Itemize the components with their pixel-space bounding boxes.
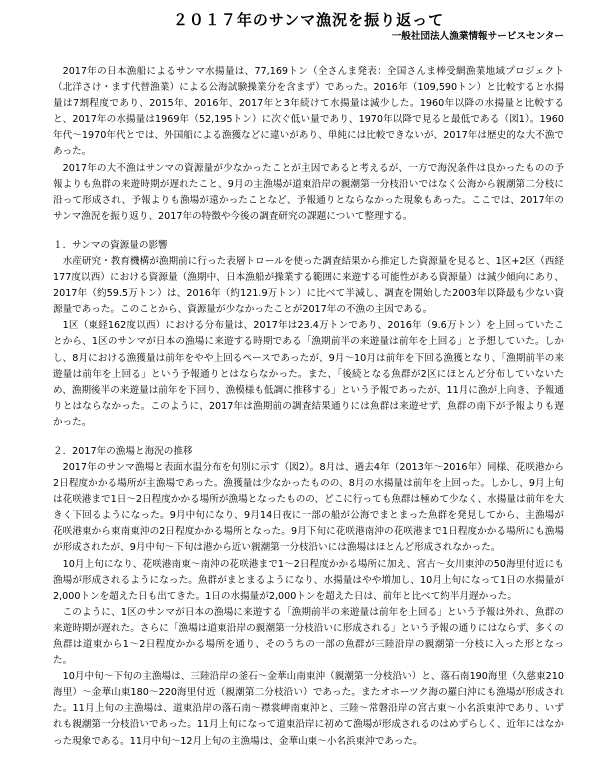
section-1 [53,237,564,431]
intro-section [53,64,564,225]
section-2 [53,443,564,750]
section-2-paragraph-1: 2017年のサンマ漁場と表面水温分布を旬別に示す（図2）。8月は、過去4年（2013年～2016年）同様、花咲港から2日程度かかる場所が主漁場であった。漁獲量は少なかったものの、8月の水揚量は前年を上回った。しかし、9月上旬は花咲港まで1日～2日程度かかる場所が漁場となったものの、どこに行っても魚群は極めて少なく、水揚量は前年を大きく下回るようになった。9月中旬になり、9月14日夜に一部の船が公海でまとまった魚群を発見してから、主漁場が花咲港東から東南東沖の2日程度かかる場所となった。9月下旬に花咲港南沖の花咲港まで1日程度かかる場所にも漁場が形成されたが、9月中旬～下旬は港から近い親潮第一分枝沿いには漁場はほとんど形成されなかった。 [53,461,564,554]
section-1-paragraph-2: 1区（東経162度以西）における分布量は、2017年は23.4万トンであり、2016年（9.6万トン）を上回っていたことから、1区のサンマが日本の漁場に来遊する時期である「漁期前半の来遊量は前年を上回る」と予想していた。しかし、8月における漁獲量は前年をやや上回るペースであったが、9月～10月は前年を下回る漁獲となり、「漁期前半の来遊量は前年を上回る」という予報通りとはならなかった。また、「後続となる魚群が2区にほとんど分布していないため、漁期後半の来遊量は前年を下回り、漁模様も低調に推移する」という予報であったが、11月に漁が上向き、予報通りとはならなかった。このように、2017年は漁期前の調査結果通りには魚群は来遊せず、魚群の南下が予報よりも遅かった。 [53,320,564,428]
section-2-paragraph-2: 10月上旬になり、花咲港南東～南沖の花咲港まで1～2日程度かかる場所に加え、宮古～女川東沖の50海里付近にも漁場が形成されるようになった。魚群がまとまるようになり、水揚量はやや増加し、10月上旬になって1日の水揚量が2,000トンを超えた日も出てきた。1日の水揚量が2,000トンを超えた日は、前年と比べて約半月遅かった。 [53,558,564,602]
intro-paragraph-2: 2017年の大不漁はサンマの資源量が少なかったことが主因であると考えるが、一方で海況条件は良かったものの予報よりも魚群の来遊時期が遅れたこと、9月の主漁場が道東沿岸の親潮第一分枝沿いではなく公海から親潮第二分枝に沿って形成され、予報よりも漁場が遠かったことなど、予報通りとならなかった現象もあった。ここでは、2017年のサンマ漁況を振り返り、2017年の特徴や今後の調査研究の課題について整理する。 [53,162,564,222]
document-title: ２０１７年のサンマ漁況を振り返って [172,11,445,29]
section-1-paragraph-1: 水産研究・教育機構が漁期前に行った表層トロールを使った調査結果から推定した資源量を見ると、1区+2区（西経177度以西）における資源量（漁期中、日本漁船が操業する範囲に来遊する可能性がある資源量）は減少傾向にあり、2017年（約59.5万トン）は、2016年（約121.9万トン）に比べて半減し、調査を開始した2003年以降最も少ない資源量であった。このことから、資源量が少なかったことが2017年の不漁の主因である。 [53,255,564,316]
section-2-paragraph-3: このように、1区のサンマが日本の漁場に来遊する「漁期前半の来遊量は前年を上回る」という予報は外れ、魚群の来遊時期が遅れた。さらに「漁場は道東沿岸の親潮第一分枝沿いに形成される」という予報の通りにはならず、多くの魚群は道東から1～2日程度かかる場所を通り、そのうちの一部の魚群が三陸沿岸の親潮第一分枝に入った形となった。 [53,606,564,667]
section-2-paragraph-4: 10月中旬～下旬の主漁場は、三陸沿岸の釜石～金華山南東沖（親潮第一分枝沿い）と、落石南190海里（久慈東210海里）～金華山東180～220海里付近（親潮第二分枝沿い）であった。またオホーツク海の羅臼沖にも漁場が形成された。11月上旬の主漁場は、道東沿岸の落石南～襟裳岬南東沖と、三陸～常磐沿岸の宮古東～小名浜東沖であり、いずれも親潮第一分枝沿いであった。11月上旬になって道東沿岸に初めて漁場が形成されるのはめずらしく、近年にはなかった現象である。11月中旬～12月上旬の主漁場は、金華山東～小名浜東沖であった。 [53,671,564,747]
section-2-heading: ２．2017年の漁場と海況の推移 [53,445,193,457]
section-1-heading: １．サンマの資源量の影響 [53,239,168,251]
organization-name: 一般社団法人漁業情報サービスセンター [391,31,564,42]
intro-paragraph-1: 2017年の日本漁船によるサンマ水揚量は、77,169トン（全さんま発表：全国さんま棒受網漁業地域プロジェクト（北洋さけ・ます代替漁業）による公海試験操業分を含まず）であった。2016年（109,590トン）と比較すると水揚量は7割程度であり、2015年、2016年、2017年と3年続けて水揚量は減少した。1960年以降の水揚量と比較すると、2017年の水揚量は1969年（52,195トン）に次ぐ低い量であり、1970年以降で見ると最低である（図1）。1960年代～1970年代とでは、外国船による漁獲などに違いがあり、単純には比較できないが、2017年は歴史的な大不漁であった。 [53,66,564,158]
